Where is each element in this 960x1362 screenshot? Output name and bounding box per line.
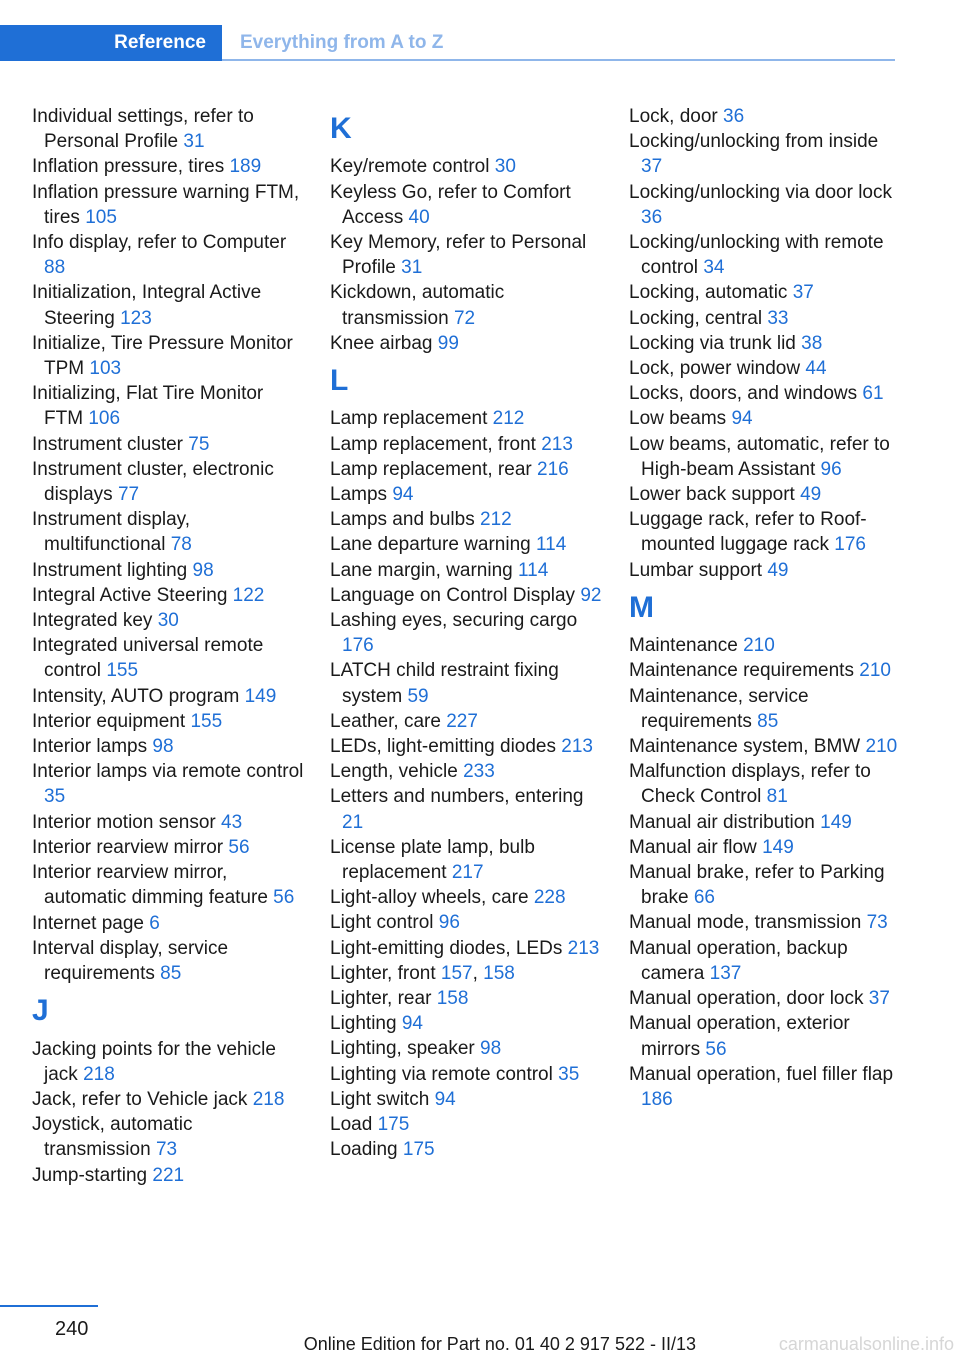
index-entry-text: Interior equipment — [32, 710, 186, 732]
index-entry-text: Initializing, Flat Tire Monitor FTM — [32, 383, 264, 430]
index-entry — [32, 381, 304, 431]
index-entry — [330, 1011, 602, 1036]
index-entry-text: Keyless Go, refer to Comfort Access — [330, 181, 571, 228]
index-entry — [330, 457, 602, 482]
index-entry — [32, 1112, 304, 1162]
page-reference-link[interactable]: 149 — [244, 685, 277, 707]
page-reference-link[interactable]: 56 — [705, 1038, 727, 1060]
page-reference-link[interactable]: 56 — [273, 887, 295, 909]
page-reference-link[interactable]: 212 — [480, 509, 512, 531]
index-entry — [32, 507, 304, 557]
page-reference-link[interactable]: 210 — [865, 736, 898, 758]
page-reference-link[interactable]: 38 — [801, 332, 823, 354]
index-entry — [32, 154, 304, 179]
index-column-2 — [330, 104, 602, 1163]
index-entry — [330, 1137, 602, 1162]
page-reference-link[interactable]: 49 — [800, 484, 822, 506]
index-entry — [330, 709, 602, 734]
index-entry-text: Joystick, automatic transmission — [32, 1114, 193, 1161]
page-reference-link[interactable]: 217 — [451, 862, 484, 884]
index-entry-text: Initialize, Tire Pressure Monitor TPM — [32, 332, 293, 380]
index-entry — [32, 810, 304, 835]
index-entry-text: Manual operation, exterior mirrors — [629, 1013, 850, 1060]
page-reference-link[interactable]: 186 — [641, 1088, 673, 1110]
index-entry-text: Kickdown, automatic transmission — [330, 282, 505, 329]
page-reference-link[interactable]: 94 — [434, 1088, 456, 1110]
page-reference-link[interactable]: 96 — [820, 458, 842, 480]
index-entry-text: Light-alloy wheels, care — [330, 887, 529, 909]
index-entry — [32, 280, 304, 330]
index-entry — [629, 406, 901, 431]
index-entry — [330, 583, 602, 608]
index-entry-text: Instrument lighting — [32, 559, 188, 581]
page-reference-link[interactable]: 96 — [438, 912, 460, 934]
index-entry-text: Letters and numbers, entering — [330, 786, 584, 808]
index-entry-text: Maintenance requirements — [629, 660, 854, 682]
index-entry — [629, 658, 901, 683]
page-reference-link[interactable]: 6 — [149, 912, 160, 934]
index-entry — [32, 558, 304, 583]
index-entry-text: Lumbar support — [629, 559, 763, 581]
index-entry-text: Interior rearview mirror — [32, 836, 224, 858]
index-entry — [330, 885, 602, 910]
index-entry — [330, 532, 602, 557]
page-reference-link[interactable]: 218 — [83, 1063, 115, 1085]
index-entry-text: Interval display, service requirements — [32, 937, 229, 984]
page-reference-link[interactable]: 98 — [152, 736, 174, 758]
page-reference-link[interactable]: 92 — [580, 584, 602, 606]
index-column-3 — [629, 104, 901, 1112]
index-entry-text: Manual operation, door lock — [629, 988, 864, 1010]
page-reference-link[interactable]: 210 — [859, 660, 891, 682]
index-entry — [330, 986, 602, 1011]
section-tab[interactable]: Reference — [0, 25, 222, 61]
index-entry — [629, 835, 901, 860]
page-reference-link[interactable]: 213 — [567, 937, 600, 959]
index-entry — [32, 608, 304, 633]
page-reference-link[interactable]: 158 — [436, 988, 469, 1010]
index-entry-text: Jump-starting — [32, 1164, 148, 1186]
page-reference-link[interactable]: 34 — [703, 257, 725, 279]
index-entry-text: Instrument display, multifunctional — [32, 509, 191, 556]
index-entry — [330, 1112, 602, 1137]
index-letter-heading: L — [330, 364, 349, 398]
index-entry — [330, 910, 602, 935]
index-entry-text: Maintenance — [629, 635, 738, 657]
index-entry-text: Lamp replacement — [330, 408, 488, 430]
page-reference-link[interactable]: 36 — [641, 206, 663, 228]
index-entry-text: Lower back support — [629, 484, 795, 506]
index-entry — [330, 1062, 602, 1087]
index-letter-heading: M — [629, 590, 654, 624]
page-reference-link[interactable]: 176 — [834, 534, 866, 556]
index-entry-text: Inflation pressure, tires — [32, 156, 225, 178]
index-entry — [330, 331, 602, 356]
index-entry — [629, 910, 901, 935]
index-entry — [330, 507, 602, 532]
page-reference-link[interactable]: 212 — [492, 408, 525, 430]
watermark: carmanualsonline.info — [778, 1334, 954, 1354]
index-entry-text: Low beams — [629, 408, 727, 430]
index-entry — [32, 734, 304, 759]
index-entry-text: Maintenance, service requirements — [629, 685, 809, 732]
index-entry — [629, 129, 901, 179]
index-entry-text: Interior lamps — [32, 736, 148, 758]
index-entry-text: LATCH child restraint fixing system — [330, 660, 559, 707]
index-entry-text: License plate lamp, bulb replacement — [330, 836, 535, 884]
index-entry — [629, 986, 901, 1011]
index-entry: Lighter, front 157, 158 — [330, 962, 515, 984]
index-entry-text: Jacking points for the vehicle jack — [32, 1038, 276, 1085]
index-entry — [629, 734, 901, 759]
index-entry — [32, 583, 304, 608]
index-entry-text: Luggage rack, refer to Roof-mounted luggage rack — [629, 509, 867, 556]
index-entry-text: LEDs, light-emitting diodes — [330, 736, 556, 758]
page-header — [0, 25, 895, 61]
page-reference-link[interactable]: 114 — [535, 534, 567, 556]
page-reference-link[interactable]: 77 — [117, 484, 140, 506]
index-entry-text: Lamp replacement, rear — [330, 458, 532, 480]
page-reference-link[interactable]: 30 — [494, 156, 516, 178]
page-reference-link[interactable]: 210 — [743, 635, 775, 657]
page-reference-link[interactable]: 73 — [155, 1139, 178, 1161]
index-entry-text: Key Memory, refer to Personal Profile — [330, 232, 587, 279]
page-reference-link[interactable]: 123 — [120, 307, 152, 329]
page-reference-link[interactable]: 73 — [866, 912, 888, 934]
page-reference-link[interactable]: 35 — [558, 1063, 580, 1085]
index-entry-text: Inflation pressure warning FTM, tires — [32, 181, 300, 228]
page-reference-link[interactable]: 122 — [232, 584, 265, 606]
index-entry-text: Lighter, rear — [330, 988, 432, 1010]
index-entry — [629, 507, 901, 557]
page-reference-link[interactable]: 106 — [88, 408, 121, 430]
page-reference-link[interactable]: 233 — [463, 761, 495, 783]
index-entry-text: Locking, central — [629, 307, 763, 329]
page-reference-link[interactable]: 218 — [252, 1088, 285, 1110]
index-entry — [330, 1036, 602, 1061]
page-reference-link[interactable]: 88 — [44, 257, 66, 279]
page-reference-link[interactable]: 176 — [342, 635, 374, 657]
index-entry-text: Language on Control Display — [330, 584, 576, 606]
index-entry — [32, 709, 304, 734]
page-reference-link[interactable]: 175 — [402, 1139, 435, 1161]
page-reference-link[interactable]: 36 — [723, 106, 745, 127]
page-reference-link[interactable]: 49 — [767, 559, 789, 581]
index-entry — [629, 306, 901, 331]
index-entry-text: Low beams, automatic, refer to High-beam Assistant — [629, 433, 890, 480]
index-entry — [629, 356, 901, 381]
page-reference-link[interactable]: 213 — [561, 736, 593, 758]
page-reference-link[interactable]: 59 — [407, 685, 429, 707]
index-entry — [629, 1011, 901, 1061]
page-reference-link[interactable]: 213 — [541, 433, 573, 455]
index-entry-text: Instrument cluster — [32, 433, 183, 455]
page-reference-link[interactable]: 66 — [693, 887, 715, 909]
index-entry-text: Info display, refer to Computer — [32, 232, 287, 254]
index-entry-text: Lane margin, warning — [330, 559, 513, 581]
index-entry — [330, 230, 602, 280]
page-reference-link[interactable]: 157 — [440, 962, 473, 984]
index-entry — [629, 180, 901, 230]
index-entry — [330, 432, 602, 457]
index-entry-text: Loading — [330, 1139, 398, 1161]
page-reference-link[interactable]: 35 — [44, 786, 66, 808]
index-entry-text: Lamps and bulbs — [330, 509, 475, 531]
index-entry — [330, 180, 602, 230]
index-entry — [629, 558, 901, 583]
page-reference-link[interactable]: 37 — [792, 282, 814, 304]
index-entry-text: Light-emitting diodes, LEDs — [330, 937, 563, 959]
index-letter-heading: K — [330, 112, 352, 145]
index-entry — [330, 406, 602, 431]
index-entry — [330, 835, 602, 885]
index-entry-text: Interior motion sensor — [32, 811, 216, 833]
page-reference-link[interactable]: 21 — [342, 811, 364, 833]
footer-rule — [0, 1305, 98, 1307]
index-entry — [330, 558, 602, 583]
page-reference-link[interactable]: 149 — [820, 811, 852, 833]
page-reference-link[interactable]: 61 — [862, 383, 884, 405]
index-entry — [629, 633, 901, 658]
index-entry-text: Locks, doors, and windows — [629, 383, 858, 405]
page-reference-link[interactable]: 43 — [221, 811, 243, 833]
page-reference-link[interactable]: 105 — [85, 206, 117, 228]
index-entry-text: Lock, door — [629, 106, 718, 127]
index-entry-text: Manual operation, backup camera — [629, 937, 848, 984]
page-reference-link[interactable]: 94 — [392, 484, 414, 506]
index-entry-text: Lighting via remote control — [330, 1063, 553, 1085]
index-letter-heading: J — [32, 994, 49, 1028]
index-entry — [330, 1087, 602, 1112]
index-entry-text: Manual mode, transmission — [629, 912, 862, 934]
index-entry — [32, 331, 304, 381]
index-entry-text: Lighter, front — [330, 962, 436, 984]
index-entry-text: Lighting — [330, 1013, 397, 1035]
index-entry-text: Interior rearview mirror, automatic dimming feature — [32, 862, 268, 909]
header-rule — [222, 59, 895, 61]
page-reference-link[interactable]: 85 — [757, 710, 779, 732]
index-entry-text: Malfunction displays, refer to Check Control — [629, 761, 871, 808]
page-reference-link[interactable]: 114 — [518, 559, 549, 581]
index-entry-text: Individual settings, refer to Personal Profile — [32, 106, 254, 153]
index-entry-text: Interior lamps via remote control — [32, 761, 304, 783]
index-entry-text: Manual brake, refer to Parking brake — [629, 862, 885, 909]
index-entry-text: Locking, automatic — [629, 282, 788, 304]
index-entry — [629, 280, 901, 305]
page-reference-link[interactable]: 103 — [89, 358, 122, 380]
page-reference-link[interactable]: 72 — [453, 307, 476, 329]
index-entry-text: Initialization, Integral Active Steering — [32, 282, 262, 329]
index-entry — [629, 432, 901, 482]
index-entry-text: Lamp replacement, front — [330, 433, 536, 455]
index-entry-text: Key/remote control — [330, 156, 490, 178]
page-reference-link[interactable]: 99 — [437, 332, 459, 354]
index-entry-text: Jack, refer to Vehicle jack — [32, 1088, 248, 1110]
index-entry-text: Integrated key — [32, 610, 153, 632]
index-entry — [330, 784, 602, 834]
index-entry-text: Locking/unlocking with remote control — [629, 232, 884, 279]
page-reference-link[interactable]: 31 — [183, 131, 205, 153]
page-reference-link[interactable]: 158 — [483, 962, 515, 984]
edition-note: Online Edition for Part no. 01 40 2 917 522 - II/13 — [303, 1334, 696, 1354]
index-entry-text: Intensity, AUTO program — [32, 685, 240, 707]
page-reference-link[interactable]: 155 — [106, 660, 139, 682]
index-entry — [32, 1037, 304, 1087]
subsection-title[interactable]: Everything from A to Z — [240, 32, 444, 53]
index-entry — [32, 104, 304, 154]
page-reference-link[interactable]: 37 — [868, 988, 890, 1010]
page-reference-link[interactable]: 221 — [152, 1164, 185, 1186]
page-reference-link[interactable]: 189 — [229, 156, 262, 178]
index-entry — [32, 230, 304, 280]
index-entry-text: Lashing eyes, securing cargo — [330, 610, 578, 632]
index-entry — [330, 608, 602, 658]
page-reference-link[interactable]: 228 — [533, 887, 566, 909]
page-reference-link[interactable]: 31 — [401, 257, 423, 279]
index-entry — [629, 860, 901, 910]
page-reference-link[interactable]: 98 — [480, 1038, 502, 1060]
page-reference-link[interactable]: 149 — [762, 836, 794, 858]
index-entry — [629, 482, 901, 507]
page-reference-link[interactable]: 33 — [767, 307, 789, 329]
index-entry-text: Load — [330, 1114, 373, 1136]
index-entry-text: Lane departure warning — [330, 534, 531, 556]
page-reference-link[interactable]: 94 — [401, 1013, 423, 1035]
page-reference-link[interactable]: 137 — [709, 962, 742, 984]
page-reference-link[interactable]: 175 — [377, 1114, 410, 1136]
index-entry-text: Locking/unlocking via door lock — [629, 181, 892, 203]
page-reference-link[interactable]: 56 — [228, 836, 250, 858]
index-entry-text: Lighting, speaker — [330, 1038, 475, 1060]
index-entry — [32, 684, 304, 709]
page-reference-link[interactable]: 30 — [157, 610, 179, 632]
index-entry-text: Lamps — [330, 484, 388, 506]
index-entry — [330, 482, 602, 507]
page-number: 240 — [55, 1318, 89, 1340]
index-entry-text: Lock, power window — [629, 358, 801, 380]
index-entry-text: Maintenance system, BMW — [629, 736, 861, 758]
index-entry — [629, 104, 901, 129]
page-reference-link[interactable]: 85 — [160, 962, 182, 984]
page-reference-link[interactable]: 81 — [766, 786, 788, 808]
index-entry — [330, 658, 602, 708]
index-entry — [330, 936, 602, 961]
index-entry — [330, 734, 602, 759]
page-reference-link[interactable]: 216 — [537, 458, 569, 480]
index-entry-text: Integrated universal remote control — [32, 635, 264, 682]
index-entry-text: Internet page — [32, 912, 144, 934]
page-reference-link[interactable]: 155 — [190, 710, 223, 732]
index-entry — [629, 230, 901, 280]
index-entry — [32, 1087, 304, 1112]
index-entry-text: Instrument cluster, electronic displays — [32, 458, 274, 506]
index-entry-text: Manual air flow — [629, 836, 757, 858]
index-entry — [629, 381, 901, 406]
index-entry — [330, 759, 602, 784]
page-reference-link[interactable]: 44 — [805, 358, 827, 380]
index-column-1 — [32, 104, 304, 1188]
page-reference-link[interactable]: 94 — [731, 408, 753, 430]
index-entry-text: Manual air distribution — [629, 811, 815, 833]
page-reference-link[interactable]: 227 — [446, 710, 478, 732]
index-entry-text: Knee airbag — [330, 332, 433, 354]
index-entry-text: Length, vehicle — [330, 761, 458, 783]
index-entry — [629, 684, 901, 734]
index-entry — [629, 936, 901, 986]
index-entry — [629, 810, 901, 835]
index-entry-text: Locking/unlocking from inside — [629, 131, 879, 153]
index-entry-text: Manual operation, fuel filler flap — [629, 1063, 894, 1085]
index-entry — [32, 457, 304, 507]
page-reference-link[interactable]: 40 — [408, 206, 430, 228]
page-reference-link[interactable]: 37 — [641, 156, 663, 178]
index-entry — [629, 759, 901, 809]
index-entry — [629, 1062, 901, 1112]
index-entry — [32, 835, 304, 860]
page-reference-link[interactable]: 78 — [170, 534, 192, 556]
index-entry — [330, 154, 602, 179]
index-entry — [32, 936, 304, 986]
page-reference-link[interactable]: 75 — [188, 433, 210, 455]
index-entry-text: Light control — [330, 912, 434, 934]
index-entry — [32, 432, 304, 457]
index-entry — [330, 280, 602, 330]
index-entry — [32, 1163, 304, 1188]
index-entry — [629, 331, 901, 356]
index-entry-text: Integral Active Steering — [32, 584, 228, 606]
index-entry — [32, 633, 304, 683]
index-entry-text: Locking via trunk lid — [629, 332, 796, 354]
index-entry-text: Leather, care — [330, 710, 441, 732]
index-entry — [32, 180, 304, 230]
page-reference-link[interactable]: 98 — [192, 559, 214, 581]
index-entry — [32, 860, 304, 910]
index-entry — [32, 911, 304, 936]
index-entry — [32, 759, 304, 809]
index-entry-text: Light switch — [330, 1088, 430, 1110]
